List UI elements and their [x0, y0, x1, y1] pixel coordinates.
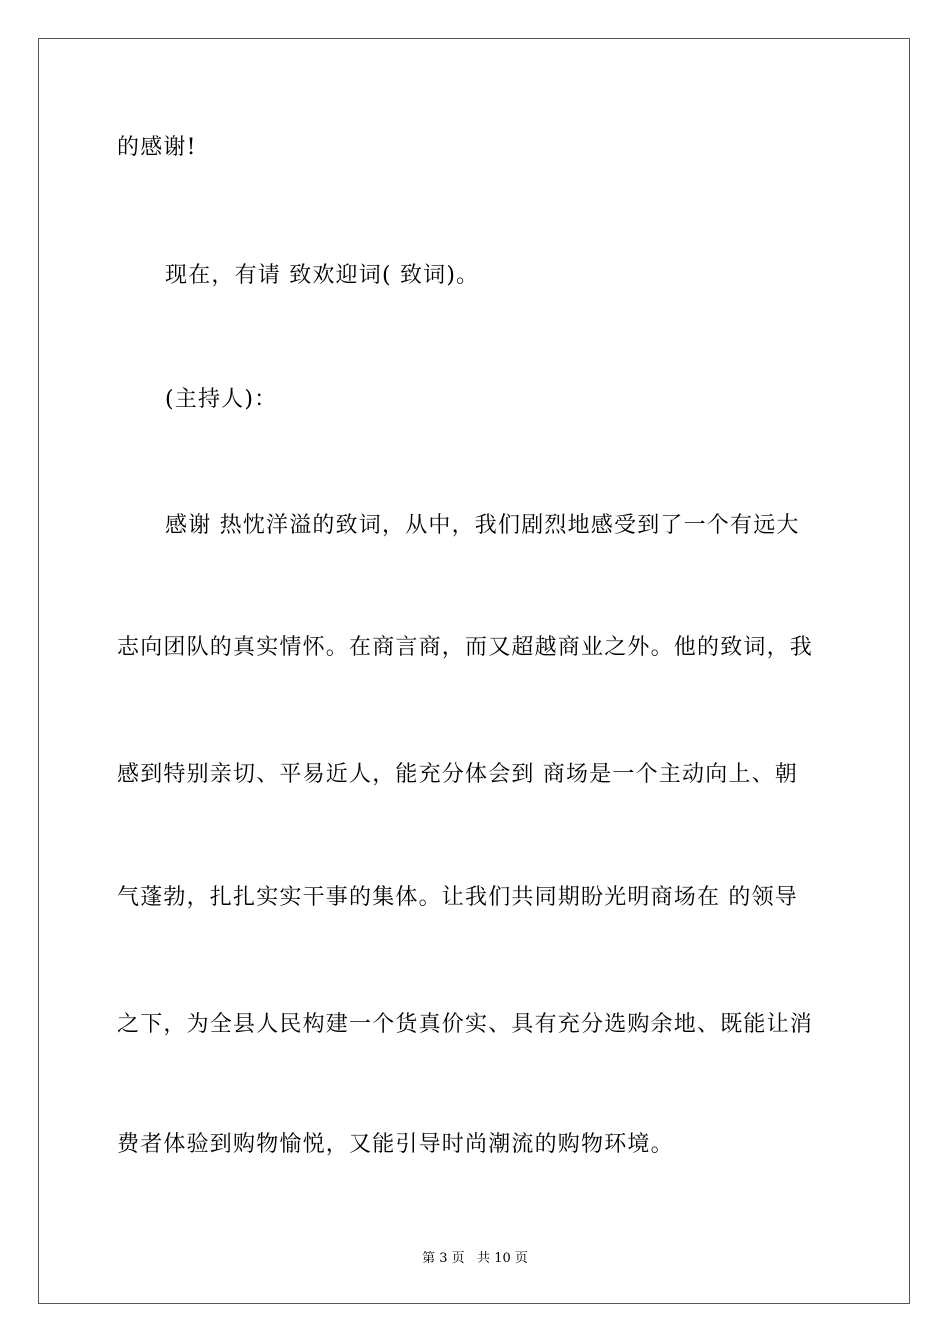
paragraph-line: 现在，有请 致欢迎词( 致词)。	[165, 263, 480, 288]
page-frame	[38, 38, 910, 1304]
paragraph-line: 之下，为全县人民构建一个货真价实、具有充分选购余地、既能让消	[117, 1012, 814, 1037]
paragraph-line: 感到特别亲切、平易近人，能充分体会到 商场是一个主动向上、朝	[117, 762, 798, 787]
paragraph-line: 感谢 热忱洋溢的致词，从中，我们剧烈地感受到了一个有远大	[165, 513, 800, 538]
paragraph-line: (主持人)：	[165, 387, 278, 412]
paragraph-line: 志向团队的真实情怀。在商言商，而又超越商业之外。他的致词，我	[117, 635, 814, 660]
paragraph-line: 费者体验到购物愉悦，又能引导时尚潮流的购物环境。	[117, 1132, 674, 1157]
paragraph-line: 的感谢!	[117, 135, 197, 160]
paragraph-line: 气蓬勃，扎扎实实干事的集体。让我们共同期盼光明商场在 的领导	[117, 885, 798, 910]
page-number-footer: 第 3 页 共 10 页	[422, 1251, 528, 1266]
